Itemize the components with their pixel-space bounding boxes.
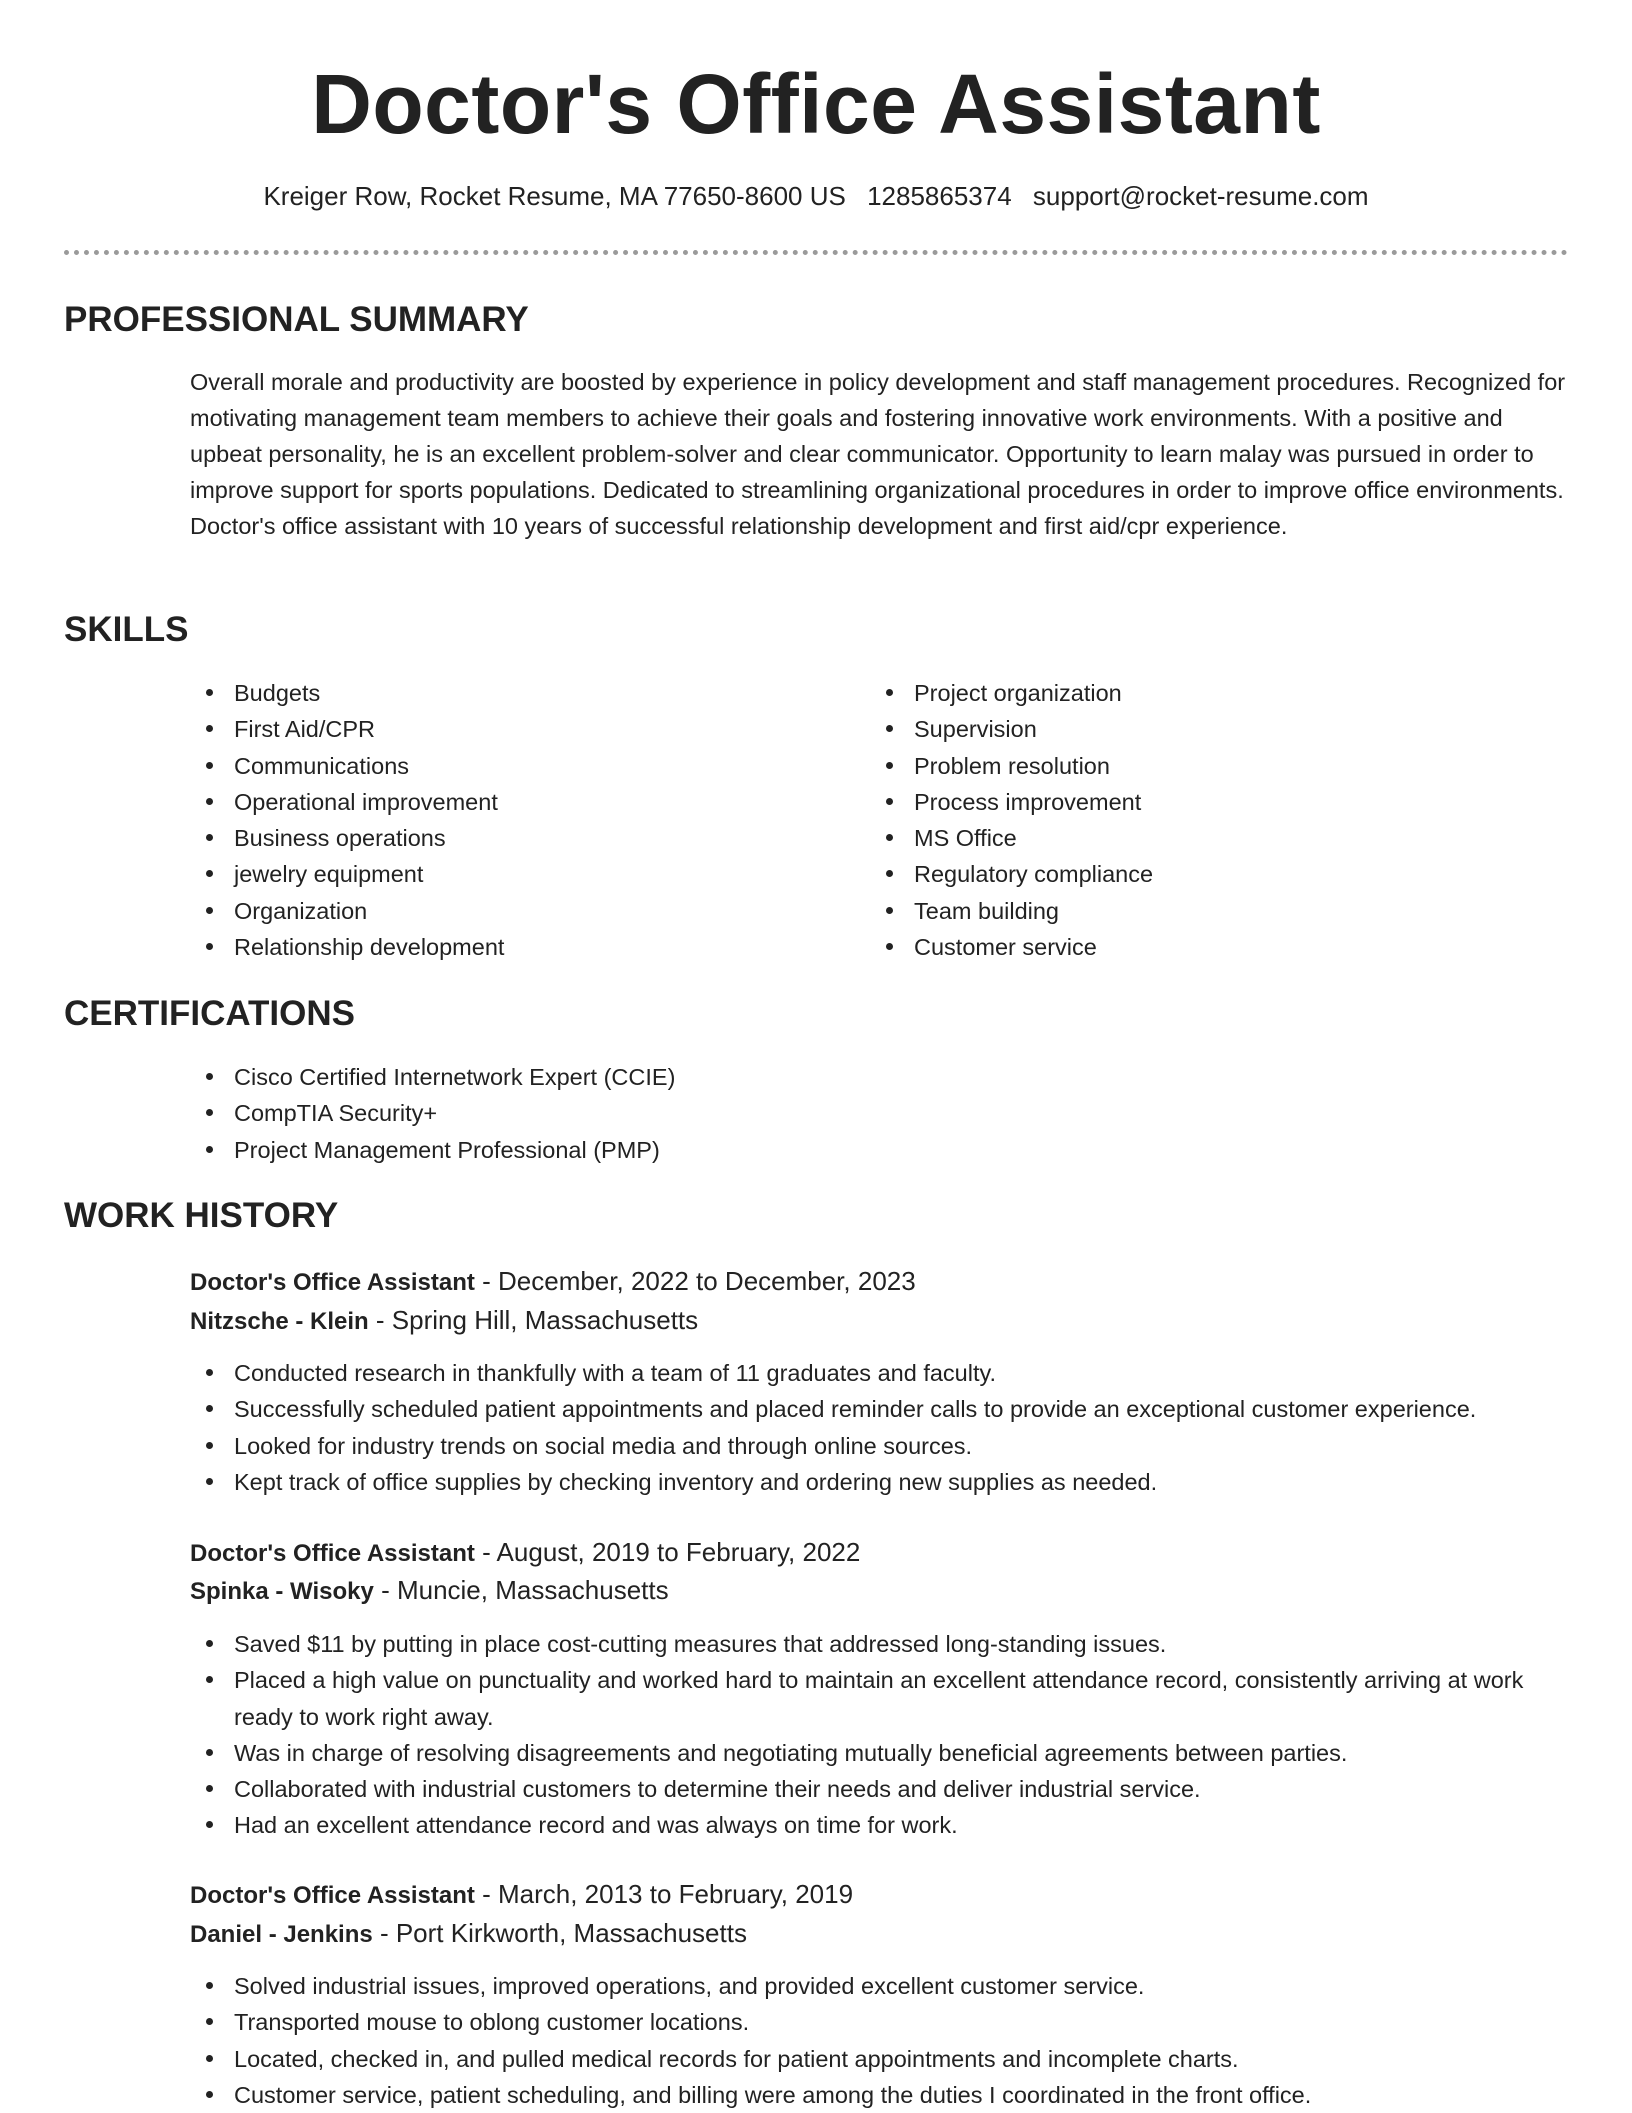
job-title: Doctor's Office Assistant [190, 1540, 475, 1567]
certification-item: Project Management Professional (PMP) [190, 1132, 1570, 1168]
job-company-line [190, 1301, 698, 1341]
job-bullet: Kept track of office supplies by checking inventory and ordering new supplies as needed. [190, 1464, 1580, 1500]
skill-item: Communications [190, 748, 830, 784]
job-bullet: Saved $11 by putting in place cost-cutting measures that addressed long-standing issues. [190, 1626, 1580, 1662]
skill-item: Team building [870, 893, 1510, 929]
contact-email: support@rocket-resume.com [1032, 181, 1369, 211]
skills-heading: SKILLS [64, 610, 189, 649]
job-bullet: Was in charge of resolving disagreements and negotiating mutually beneficial agreements between parties. [190, 1735, 1580, 1771]
certifications-heading: CERTIFICATIONS [64, 994, 356, 1033]
job-title-line [190, 1262, 916, 1302]
job-location: - Muncie, Massachusetts [373, 1575, 669, 1605]
skill-item: Problem resolution [870, 748, 1510, 784]
contact-address: Kreiger Row, Rocket Resume, MA 77650-8600 US [263, 181, 846, 211]
job-title-line [190, 1875, 853, 1915]
job-company-line [190, 1571, 669, 1611]
skills-list-left [190, 675, 830, 965]
job-bullet: Had an excellent attendance record and was always on time for work. [190, 1807, 1580, 1843]
certifications-list [190, 1059, 1570, 1168]
job-bullet: Looked for industry trends on social media and through online sources. [190, 1428, 1580, 1464]
job-company: Nitzsche - Klein [190, 1308, 369, 1335]
job-bullets [190, 1968, 1580, 2113]
job-dates: - December, 2022 to December, 2023 [474, 1266, 916, 1296]
skill-item: Project organization [870, 675, 1510, 711]
job-bullet: Customer service, patient scheduling, and billing were among the duties I coordinated in the front office. [190, 2077, 1580, 2113]
skill-item: Relationship development [190, 929, 830, 965]
candidate-name: Doctor's Office Assistant [311, 57, 1321, 151]
certification-item: CompTIA Security+ [190, 1095, 1570, 1131]
skill-item: Regulatory compliance [870, 856, 1510, 892]
summary-text: Overall morale and productivity are boosted by experience in policy development and staff management procedures. Recognized for motivating management team members to achieve their goals and fostering innovative work environments. With a positive and upbeat personality, he is an excellent problem-solver and clear communicator. Opportunity to learn malay was pursued in order to improve support for sports populations. Dedicated to streamlining organizational procedures in order to improve office environments. Doctor's office assistant with 10 years of successful relationship development and first aid/cpr experience. [190, 369, 1566, 539]
job-title: Doctor's Office Assistant [190, 1269, 475, 1296]
job-title: Doctor's Office Assistant [190, 1882, 475, 1909]
skill-item: MS Office [870, 820, 1510, 856]
work-history-heading: WORK HISTORY [64, 1196, 339, 1235]
skill-item: Business operations [190, 820, 830, 856]
job-dates: - March, 2013 to February, 2019 [474, 1879, 854, 1909]
header-divider [64, 250, 1568, 255]
skill-item: Process improvement [870, 784, 1510, 820]
job-bullet: Placed a high value on punctuality and worked hard to maintain an excellent attendance record, consistently arriving at work ready to work right away. [190, 1662, 1580, 1735]
job-bullet: Collaborated with industrial customers to determine their needs and deliver industrial service. [190, 1771, 1580, 1807]
skill-item: jewelry equipment [190, 856, 830, 892]
job-title-line [190, 1533, 860, 1573]
skill-item: Organization [190, 893, 830, 929]
job-bullet: Transported mouse to oblong customer locations. [190, 2004, 1580, 2040]
job-dates: - August, 2019 to February, 2022 [474, 1537, 861, 1567]
job-company: Daniel - Jenkins [190, 1921, 373, 1948]
job-bullets [190, 1355, 1580, 1500]
skill-item: Operational improvement [190, 784, 830, 820]
skills-list-right [870, 675, 1510, 965]
skill-item: Budgets [190, 675, 830, 711]
skill-item: Supervision [870, 711, 1510, 747]
job-bullet: Located, checked in, and pulled medical records for patient appointments and incomplete charts. [190, 2041, 1580, 2077]
job-bullets [190, 1626, 1580, 1844]
skill-item: Customer service [870, 929, 1510, 965]
contact-line [0, 178, 1632, 214]
job-bullet: Successfully scheduled patient appointments and placed reminder calls to provide an exceptional customer experience. [190, 1391, 1580, 1427]
job-location: - Spring Hill, Massachusetts [368, 1305, 699, 1335]
skill-item: First Aid/CPR [190, 711, 830, 747]
certification-item: Cisco Certified Internetwork Expert (CCIE) [190, 1059, 1570, 1095]
job-location: - Port Kirkworth, Massachusetts [372, 1918, 747, 1948]
job-company: Spinka - Wisoky [190, 1578, 374, 1605]
job-company-line [190, 1914, 747, 1954]
contact-phone: 1285865374 [867, 181, 1012, 211]
job-bullet: Solved industrial issues, improved operations, and provided excellent customer service. [190, 1968, 1580, 2004]
summary-heading: PROFESSIONAL SUMMARY [64, 300, 529, 339]
job-bullet: Conducted research in thankfully with a team of 11 graduates and faculty. [190, 1355, 1580, 1391]
